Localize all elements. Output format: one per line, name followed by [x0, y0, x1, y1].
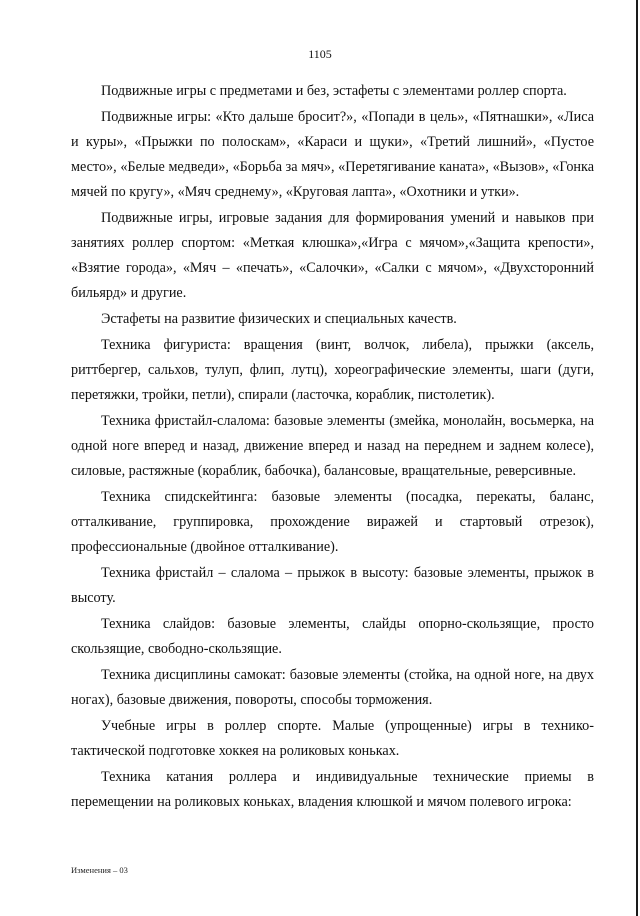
paragraph: Подвижные игры, игровые задания для формирования умений и навыков при занятиях роллер спортом: «Меткая клюшка»,«Игра с мячом»,«Защита крепости», «Взятие города», «Мяч – «печать», «Салочки», «Салки с мячом», «Двухсторонний бильярд» и другие.: [71, 210, 594, 301]
paragraph: Техника катания роллера и индивидуальные технические приемы в перемещении на роликовых коньках, владения клюшкой и мячом полевого игрока:: [71, 769, 594, 810]
page-number: 1105: [308, 47, 332, 61]
paragraph: Техника слайдов: базовые элементы, слайды опорно-скользящие, просто скользящие, свободно-скользящие.: [71, 616, 594, 657]
paragraph: Подвижные игры с предметами и без, эстафеты с элементами роллер спорта.: [101, 83, 567, 99]
paragraph: Техника фристайл – слалома – прыжок в высоту: базовые элементы, прыжок в высоту.: [71, 565, 594, 606]
paragraph: Подвижные игры: «Кто дальше бросит?», «Попади в цель», «Пятнашки», «Лиса и куры», «Прыжки по полоскам», «Караси и щуки», «Третий лишний», «Пустое место», «Белые медведи», «Борьба за мяч», «Перетягивание каната», «Вызов», «Гонка мячей по кругу», «Мяч среднему», «Круговая лапта», «Охотники и утки».: [71, 109, 594, 200]
paragraph: Учебные игры в роллер спорте. Малые (упрощенные) игры в технико-тактической подготовке хоккея на роликовых коньках.: [71, 718, 594, 759]
body-text: [71, 79, 594, 816]
footer-revision: Изменения – 03: [71, 865, 128, 875]
paragraph: Эстафеты на развитие физических и специальных качеств.: [101, 311, 457, 327]
paragraph: Техника дисциплины самокат: базовые элементы (стойка, на одной ноге, на двух ногах), базовые движения, повороты, способы торможения.: [71, 667, 594, 708]
paragraph: Техника фристайл-слалома: базовые элементы (змейка, монолайн, восьмерка, на одной ноге вперед и назад, движение вперед и назад на переднем и заднем колесе), силовые, растяжные (кораблик, бабочка), балансовые, вращательные, реверсивные.: [71, 413, 594, 479]
paragraph: Техника спидскейтинга: базовые элементы (посадка, перекаты, баланс, отталкивание, группировка, прохождение виражей и стартовый отрезок), профессиональные (двойное отталкивание).: [71, 489, 594, 555]
paragraph: Техника фигуриста: вращения (винт, волчок, либела), прыжки (аксель, риттбергер, сальхов, тулуп, флип, лутц), хореографические элементы, шаги (дуги, перетяжки, тройки, петли), спирали (ласточка, кораблик, пистолетик).: [71, 337, 594, 403]
